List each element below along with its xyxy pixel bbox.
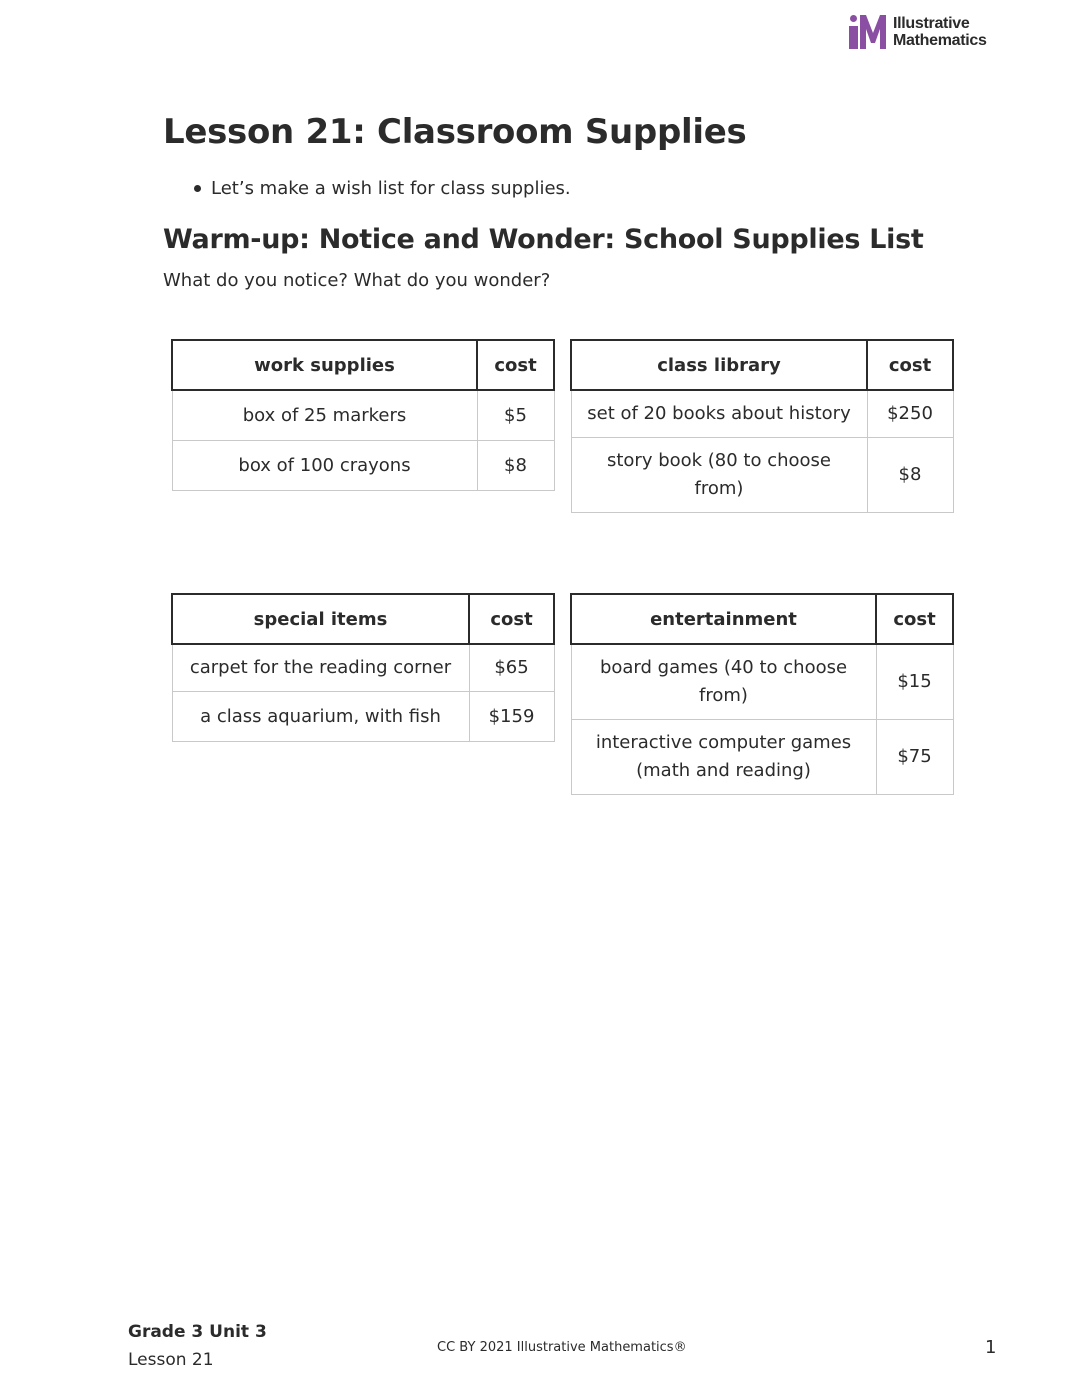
page-number: 1 (985, 1337, 997, 1358)
class-library-table (570, 339, 954, 513)
table-header-row (172, 594, 554, 644)
column-header: cost (867, 340, 953, 390)
im-logo-icon (848, 15, 888, 49)
column-header: special items (172, 594, 469, 644)
item-cell: box of 100 crayons (172, 441, 477, 491)
table-row (571, 438, 953, 513)
bullet-icon (194, 185, 201, 192)
item-cell: a class aquarium, with fish (172, 692, 469, 742)
table-row (172, 441, 554, 491)
table-header-row (172, 340, 554, 390)
special-items-table (171, 593, 555, 742)
warmup-prompt: What do you notice? What do you wonder? (163, 270, 551, 291)
cost-cell: $8 (867, 438, 953, 513)
cost-cell: $75 (876, 720, 953, 795)
column-header: cost (469, 594, 554, 644)
cost-cell: $159 (469, 692, 554, 742)
entertainment-table (570, 593, 954, 795)
table-header-row (571, 340, 953, 390)
item-cell: set of 20 books about history (571, 390, 867, 438)
column-header: cost (876, 594, 953, 644)
column-header: class library (571, 340, 867, 390)
column-header: work supplies (172, 340, 477, 390)
table-row (172, 692, 554, 742)
item-cell: interactive computer games (math and reading) (571, 720, 876, 795)
illustrative-mathematics-logo (848, 14, 987, 50)
column-header: cost (477, 340, 554, 390)
footer-lesson: Lesson 21 (128, 1350, 214, 1370)
item-cell: board games (40 to choose from) (571, 644, 876, 720)
column-header: entertainment (571, 594, 876, 644)
table-row (172, 644, 554, 692)
learning-goals (190, 176, 571, 202)
table-row (172, 390, 554, 441)
cost-cell: $8 (477, 441, 554, 491)
work-supplies-table (171, 339, 555, 491)
cost-cell: $15 (876, 644, 953, 720)
goal-item: Let’s make a wish list for class supplies. (190, 176, 571, 202)
table-row (571, 390, 953, 438)
item-cell: story book (80 to choose from) (571, 438, 867, 513)
warmup-heading: Warm-up: Notice and Wonder: School Supplies List (163, 224, 924, 255)
cost-cell: $65 (469, 644, 554, 692)
lesson-title: Lesson 21: Classroom Supplies (163, 112, 747, 152)
footer-grade-unit: Grade 3 Unit 3 (128, 1322, 267, 1342)
footer-license: CC BY 2021 Illustrative Mathematics® (437, 1340, 687, 1355)
logo-wordmark: Illustrative Mathematics (893, 15, 987, 49)
table-row (571, 720, 953, 795)
cost-cell: $5 (477, 390, 554, 441)
table-header-row (571, 594, 953, 644)
cost-cell: $250 (867, 390, 953, 438)
item-cell: carpet for the reading corner (172, 644, 469, 692)
table-row (571, 644, 953, 720)
item-cell: box of 25 markers (172, 390, 477, 441)
